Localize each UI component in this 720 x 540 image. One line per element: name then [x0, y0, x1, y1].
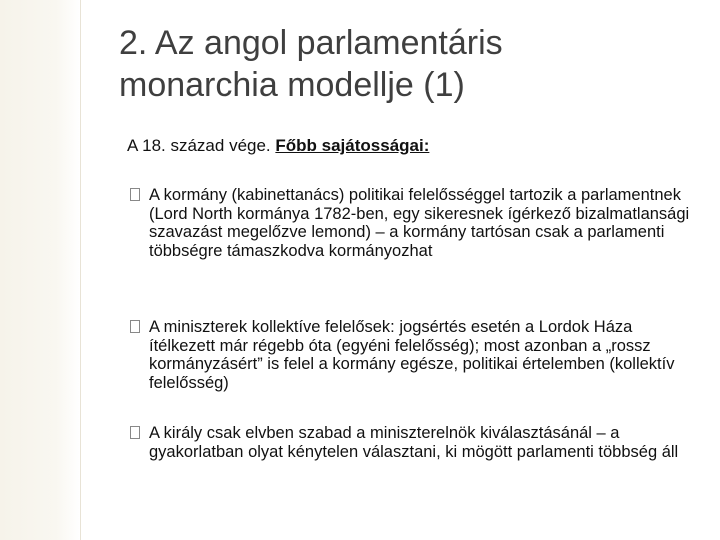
intro-emphasis: Főbb sajátosságai: — [275, 136, 430, 155]
bullet-item — [130, 186, 700, 260]
bullet-item — [130, 424, 700, 461]
slide-title-line-2: monarchia modellje (1) — [119, 66, 465, 104]
side-band-divider — [80, 0, 81, 540]
checkbox-square-icon — [130, 320, 140, 333]
bullet-text: A király csak elvben szabad a miniszterelnök kiválasztásánál – a gyakorlatban olyat kénytelen választani, ki mögött parlamenti többség áll — [149, 424, 679, 461]
intro-text: A 18. század vége. — [127, 136, 276, 155]
bullet-text: A kormány (kabinettanács) politikai felelősséggel tartozik a parlamentnek (Lord North kormánya 1782-ben, egy sikeresnek ígérkező bizalmatlansági szavazást megelőzve lemond) – a kormány tartósan csak a parlamenti többségre támaszkodva kormányozhat — [149, 186, 690, 260]
intro-line — [127, 136, 429, 156]
bullet-item — [130, 318, 700, 392]
slide-title-line-1: 2. Az angol parlamentáris — [119, 24, 503, 62]
decorative-side-band — [0, 0, 80, 540]
checkbox-square-icon — [130, 188, 140, 201]
checkbox-square-icon — [130, 426, 140, 439]
bullet-text: A miniszterek kollektíve felelősek: jogsértés esetén a Lordok Háza ítélkezett már régebb óta (egyéni felelősség); most azonban a „rossz kormányzásért” is felel a kormány egésze, politikai értelemben (kollektív felelősség) — [149, 318, 675, 392]
slide-title — [119, 22, 699, 106]
